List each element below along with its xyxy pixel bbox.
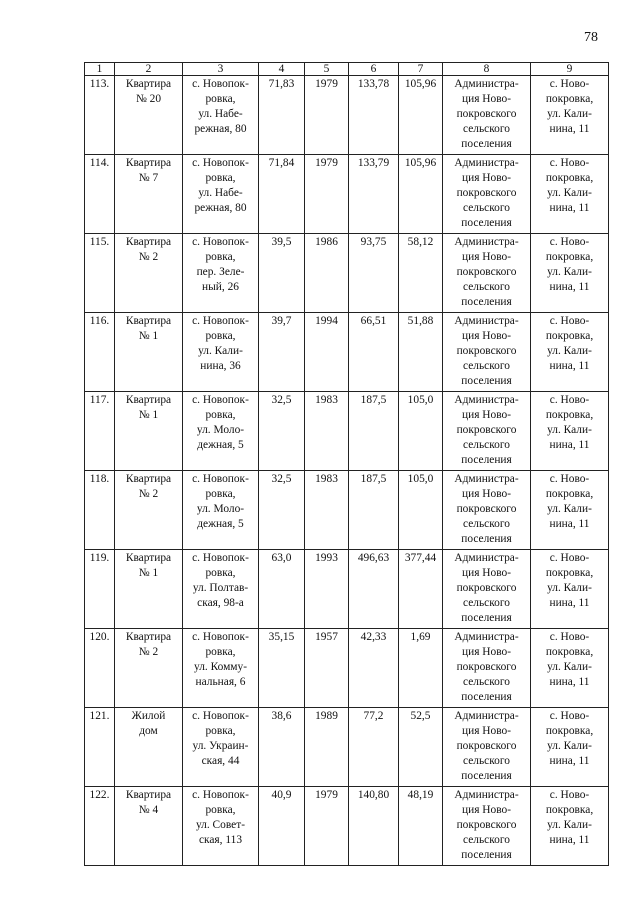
residual-value-cell: 377,44 <box>399 550 443 629</box>
year-cell: 1979 <box>305 787 349 866</box>
holder-address-cell: с. Ново- покровка, ул. Кали- нина, 11 <box>531 392 609 471</box>
book-value-cell: 42,33 <box>349 629 399 708</box>
object-address-cell: с. Новопок- ровка, ул. Кали- нина, 36 <box>183 313 259 392</box>
row-number-cell: 115. <box>85 234 115 313</box>
column-header-1: 1 <box>85 63 115 76</box>
object-address-cell: с. Новопок- ровка, ул. Совет- ская, 113 <box>183 787 259 866</box>
rights-holder-cell: Администра- ция Ново- покровского сельского поселения <box>443 629 531 708</box>
residual-value-cell: 105,96 <box>399 76 443 155</box>
row-number-cell: 117. <box>85 392 115 471</box>
year-cell: 1983 <box>305 471 349 550</box>
row-number-cell: 122. <box>85 787 115 866</box>
book-value-cell: 66,51 <box>349 313 399 392</box>
year-cell: 1994 <box>305 313 349 392</box>
area-cell: 39,7 <box>259 313 305 392</box>
book-value-cell: 93,75 <box>349 234 399 313</box>
object-name-cell: Квартира № 1 <box>115 550 183 629</box>
table-row <box>85 313 609 392</box>
column-header-5: 5 <box>305 63 349 76</box>
year-cell: 1983 <box>305 392 349 471</box>
header-row <box>85 63 609 76</box>
table-row <box>85 629 609 708</box>
residual-value-cell: 52,5 <box>399 708 443 787</box>
object-address-cell: с. Новопок- ровка, ул. Комму- нальная, 6 <box>183 629 259 708</box>
book-value-cell: 187,5 <box>349 392 399 471</box>
area-cell: 32,5 <box>259 392 305 471</box>
holder-address-cell: с. Ново- покровка, ул. Кали- нина, 11 <box>531 787 609 866</box>
rights-holder-cell: Администра- ция Ново- покровского сельского поселения <box>443 76 531 155</box>
object-address-cell: с. Новопок- ровка, ул. Украин- ская, 44 <box>183 708 259 787</box>
row-number-cell: 116. <box>85 313 115 392</box>
object-name-cell: Квартира № 2 <box>115 629 183 708</box>
table-row <box>85 550 609 629</box>
area-cell: 71,83 <box>259 76 305 155</box>
book-value-cell: 133,79 <box>349 155 399 234</box>
rights-holder-cell: Администра- ция Ново- покровского сельского поселения <box>443 787 531 866</box>
object-address-cell: с. Новопок- ровка, ул. Моло- дежная, 5 <box>183 392 259 471</box>
column-header-9: 9 <box>531 63 609 76</box>
holder-address-cell: с. Ново- покровка, ул. Кали- нина, 11 <box>531 313 609 392</box>
book-value-cell: 187,5 <box>349 471 399 550</box>
area-cell: 63,0 <box>259 550 305 629</box>
table-row <box>85 708 609 787</box>
column-header-4: 4 <box>259 63 305 76</box>
residual-value-cell: 58,12 <box>399 234 443 313</box>
object-address-cell: с. Новопок- ровка, ул. Набе- режная, 80 <box>183 76 259 155</box>
rights-holder-cell: Администра- ция Ново- покровского сельского поселения <box>443 708 531 787</box>
holder-address-cell: с. Ново- покровка, ул. Кали- нина, 11 <box>531 708 609 787</box>
rights-holder-cell: Администра- ция Ново- покровского сельского поселения <box>443 155 531 234</box>
object-address-cell: с. Новопок- ровка, ул. Полтав- ская, 98-а <box>183 550 259 629</box>
table-row <box>85 234 609 313</box>
object-address-cell: с. Новопок- ровка, пер. Зеле- ный, 26 <box>183 234 259 313</box>
year-cell: 1957 <box>305 629 349 708</box>
rights-holder-cell: Администра- ция Ново- покровского сельского поселения <box>443 471 531 550</box>
area-cell: 40,9 <box>259 787 305 866</box>
object-address-cell: с. Новопок- ровка, ул. Набе- режная, 80 <box>183 155 259 234</box>
residual-value-cell: 48,19 <box>399 787 443 866</box>
year-cell: 1979 <box>305 155 349 234</box>
holder-address-cell: с. Ново- покровка, ул. Кали- нина, 11 <box>531 76 609 155</box>
year-cell: 1979 <box>305 76 349 155</box>
holder-address-cell: с. Ново- покровка, ул. Кали- нина, 11 <box>531 629 609 708</box>
table-row <box>85 787 609 866</box>
row-number-cell: 120. <box>85 629 115 708</box>
area-cell: 39,5 <box>259 234 305 313</box>
book-value-cell: 77,2 <box>349 708 399 787</box>
rights-holder-cell: Администра- ция Ново- покровского сельского поселения <box>443 313 531 392</box>
year-cell: 1989 <box>305 708 349 787</box>
table-body <box>85 63 609 866</box>
holder-address-cell: с. Ново- покровка, ул. Кали- нина, 11 <box>531 550 609 629</box>
residual-value-cell: 105,0 <box>399 392 443 471</box>
area-cell: 71,84 <box>259 155 305 234</box>
table-row <box>85 155 609 234</box>
object-name-cell: Квартира № 1 <box>115 313 183 392</box>
column-header-8: 8 <box>443 63 531 76</box>
row-number-cell: 113. <box>85 76 115 155</box>
column-header-6: 6 <box>349 63 399 76</box>
rights-holder-cell: Администра- ция Ново- покровского сельского поселения <box>443 392 531 471</box>
book-value-cell: 133,78 <box>349 76 399 155</box>
year-cell: 1986 <box>305 234 349 313</box>
rights-holder-cell: Администра- ция Ново- покровского сельского поселения <box>443 234 531 313</box>
residual-value-cell: 105,0 <box>399 471 443 550</box>
table-row <box>85 471 609 550</box>
row-number-cell: 118. <box>85 471 115 550</box>
row-number-cell: 114. <box>85 155 115 234</box>
holder-address-cell: с. Ново- покровка, ул. Кали- нина, 11 <box>531 471 609 550</box>
book-value-cell: 496,63 <box>349 550 399 629</box>
year-cell: 1993 <box>305 550 349 629</box>
holder-address-cell: с. Ново- покровка, ул. Кали- нина, 11 <box>531 234 609 313</box>
residual-value-cell: 51,88 <box>399 313 443 392</box>
book-value-cell: 140,80 <box>349 787 399 866</box>
residual-value-cell: 1,69 <box>399 629 443 708</box>
residual-value-cell: 105,96 <box>399 155 443 234</box>
object-name-cell: Квартира № 1 <box>115 392 183 471</box>
area-cell: 35,15 <box>259 629 305 708</box>
object-name-cell: Квартира № 7 <box>115 155 183 234</box>
object-name-cell: Квартира № 4 <box>115 787 183 866</box>
row-number-cell: 119. <box>85 550 115 629</box>
page-number: 78 <box>584 30 598 45</box>
table-row <box>85 392 609 471</box>
column-header-3: 3 <box>183 63 259 76</box>
area-cell: 38,6 <box>259 708 305 787</box>
object-name-cell: Жилой дом <box>115 708 183 787</box>
object-name-cell: Квартира № 2 <box>115 234 183 313</box>
property-registry-table <box>84 62 609 866</box>
object-name-cell: Квартира № 2 <box>115 471 183 550</box>
table-row <box>85 76 609 155</box>
column-header-2: 2 <box>115 63 183 76</box>
rights-holder-cell: Администра- ция Ново- покровского сельского поселения <box>443 550 531 629</box>
object-name-cell: Квартира № 20 <box>115 76 183 155</box>
area-cell: 32,5 <box>259 471 305 550</box>
object-address-cell: с. Новопок- ровка, ул. Моло- дежная, 5 <box>183 471 259 550</box>
row-number-cell: 121. <box>85 708 115 787</box>
holder-address-cell: с. Ново- покровка, ул. Кали- нина, 11 <box>531 155 609 234</box>
column-header-7: 7 <box>399 63 443 76</box>
